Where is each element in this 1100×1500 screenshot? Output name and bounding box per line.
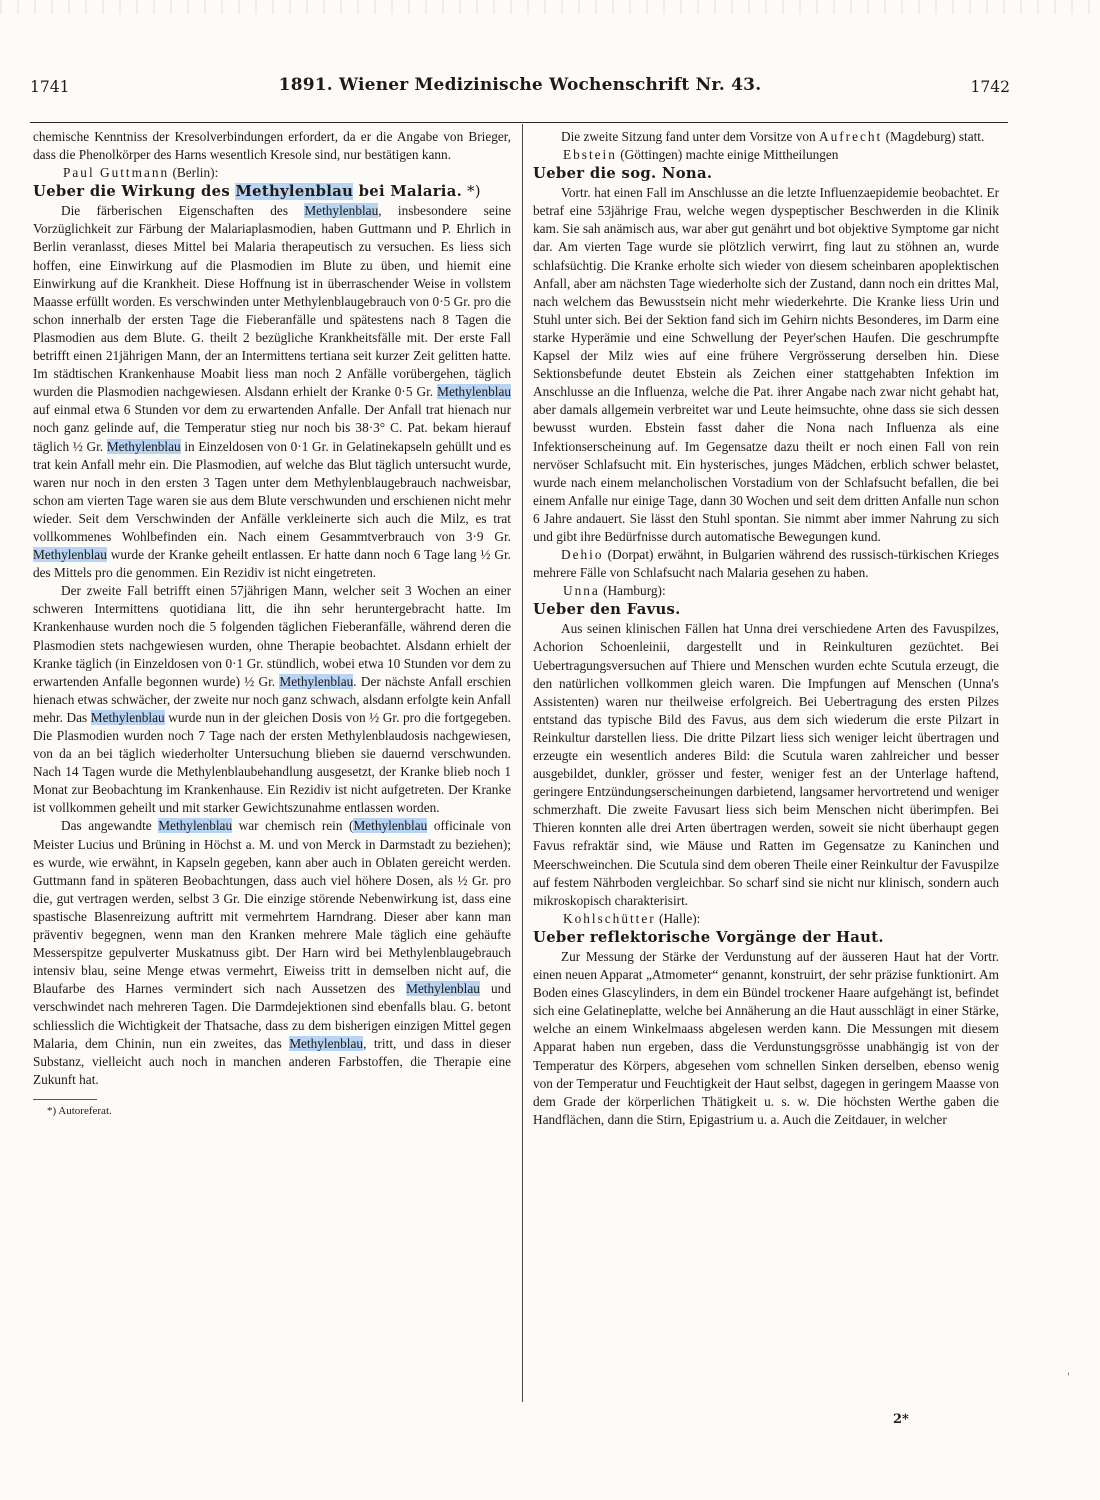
- column-divider: [522, 124, 523, 1402]
- paragraph: Die zweite Sitzung fand unter dem Vorsitze von Aufrecht (Magdeburg) statt.: [561, 129, 985, 144]
- right-column: [533, 128, 999, 1129]
- search-highlight: Methylenblau: [304, 203, 379, 219]
- speaker-line: [533, 582, 999, 600]
- speaker-line: [33, 164, 511, 182]
- speaker-name: Ebstein: [563, 147, 617, 163]
- margin-mark: ': [1067, 1372, 1070, 1383]
- person-name: Aufrecht: [819, 129, 883, 144]
- paragraph: Der zweite Fall betrifft einen 57jährigen Mann, welcher seit 3 Wochen an einer schweren Intermittens quotidiana litt, die ihn sehr heruntergebracht hatte. Im Krankenhause wurden noch die 5 folgenden täglichen Fieberanfälle, während deren die Plasmodien stets nachgewiesen wurden, ohne Therapie beobachtet. Alsdann erhielt der Kranke täglich (in Einzeldosen von 0·1 Gr. stündlich, wobei etwa 10 Stunden vor dem zu erwartenden Anfalle begonnen wurde) ½ Gr. Methylenblau. Der nächste Anfall erschien hienach etwas schwächer, der zweite nur noch ganz schwach, alsdann erfolgte kein Anfall mehr. Das Methylenblau wurde nun in der gleichen Dosis von ½ Gr. pro die fortgegeben. Die Plasmodien wurden noch 7 Tage nach der ersten Methylenblaudosis nachgewiesen, von da an bei täglich wiederholter Untersuchung blieben sie dauernd verschwunden. Nach 14 Tagen wurde die Methylenblaubehandlung ausgesetzt, der Kranke blieb noch 1 Monat zur Beobachtung im Krankenhause. Ein Rezidiv ist nicht aufgetreten. Der Kranke ist vollkommen geheilt und mit starker Gewichtszunahme entlassen worden.: [33, 583, 511, 816]
- journal-title: 1891. Wiener Medizinische Wochenschrift Nr. 43.: [278, 75, 762, 95]
- scan-edge-noise: [0, 0, 1100, 14]
- footnote: *) Autoreferat.: [47, 1104, 112, 1117]
- person-name: Dehio: [561, 547, 604, 563]
- paragraph: Zur Messung der Stärke der Verdunstung auf der äusseren Haut hat der Vortr. einen neuen Apparat „Atmometer“ genannt, konstruirt, der sehr präzise funktionirt. Am Boden eines Glascylinders, in dem ein Bündel trockener Haare aufgehängt ist, befindet sich eine Gelatineplatte, welche bei Annäherung an die Haut ausschlägt in einer Stärke, welche an einem Winkelmaass abgelesen werden kann. Die Messungen mit diesem Apparat haben nun ergeben, dass die Verdunstungsgrösse unabhängig ist von der Temperatur des Körpers, abgesehen vom schnellen Sinken derselben, ebenso wenig von der Temperatur und Feuchtigkeit der Haut selbst, dagegen in geringem Maasse von dem Grade der körperlichen Thätigkeit u. s. w. Die höchsten Werthe gaben die Handflächen, dann die Stirn, Epigastrium u. a. Auch die Zeitdauer, in welcher: [533, 948, 999, 1127]
- speaker-name: Kohlschütter: [563, 910, 656, 926]
- speaker-place: (Halle):: [655, 910, 701, 926]
- paragraph: chemische Kenntniss der Kresolverbindungen erfordert, da er die Angabe von Brieger, dass die Phenolkörper des Harns wesentlich Kresole sind, nur bestätigen kann.: [33, 129, 511, 163]
- speaker-name: Paul Guttmann: [63, 165, 170, 181]
- search-highlight: Methylenblau: [437, 384, 511, 400]
- footnote-marker: *): [462, 183, 481, 201]
- page-number-left: 1741: [30, 78, 70, 96]
- search-highlight: Methylenblau: [279, 673, 354, 689]
- speaker-place: (Göttingen) machte einige Mittheilungen: [616, 147, 839, 163]
- search-highlight: Methylenblau: [90, 709, 165, 725]
- search-highlight: Methylenblau: [106, 438, 181, 454]
- search-highlight: Methylenblau: [353, 818, 428, 834]
- section-heading: Ueber reflektorische Vorgänge der Haut.: [533, 928, 884, 946]
- speaker-place: (Berlin):: [169, 165, 219, 181]
- header-rule: [30, 122, 1008, 123]
- paragraph: Aus seinen klinischen Fällen hat Unna drei verschiedene Arten des Favuspilzes, Achorion Schoenleinii, dargestellt und in Reinkulturen gezüchtet. Bei Uebertragungsversuchen auf Thiere und Menschen wurden echte Scutula erzeugt, die den natürlichen vollkommen gleich waren. Die Impfungen auf Menschen (Unna's Assistenten) waren nur theilweise erfolgreich. Bei Uebertragung des ersten Pilzes entstand das typische Bild des Favus, aus dem sich wiederum die erste Pilzart in Reinkultur darstellen liess. Die dritte Pilzart liess sich weniger leicht übertragen und erzeugte ein wesentlich anderes Bild: die Scutula waren zahlreicher und besser ausgebildet, dunkler, grösser und fester, weniger fest an der Unterlage haftend, geringere Entzündungserscheinungen darbietend, langsamer hervortretend und weniger schmerzhaft. Die zweite Favusart liess sich beim Menschen nicht überimpfen. Bei Thieren konnten alle drei Arten übertragen werden, soweit sie nicht überhaupt gegen Favus refraktär sind, wie Mäuse und Ratten im Gegensatze zu Kaninchen und Meerschweinchen. Die Scutula sind dem oberen Theile einer Reinkultur der Favuspilze auf festem Nährboden vergleichbar. So scharf sind sie nicht nur klinisch, sondern auch mikroskopisch charakterisirt.: [533, 621, 999, 908]
- section-heading: Ueber die Wirkung des Methylenblau bei Malaria. *): [33, 183, 481, 201]
- section-heading: Ueber die sog. Nona.: [533, 165, 713, 183]
- page-number-right: 1742: [970, 78, 1010, 96]
- footnote-rule: [33, 1099, 97, 1100]
- search-highlight: Methylenblau: [235, 183, 354, 201]
- speaker-line: [533, 910, 999, 928]
- paragraph: Die färberischen Eigenschaften des Methylenblau, insbesondere seine Vorzüglichkeit zur Färbung der Malariaplasmodien, haben Guttmann und P. Ehrlich in Berlin veranlasst, dieses Mittel bei Malaria therapeutisch zu versuchen. Es liess sich hoffen, eine Einwirkung auf die Plasmodien im Blute zu üben, und hiemit eine Einwirkung auf die Krankheit. Diese Hoffnung ist in überraschender Weise in vollstem Maasse erfüllt worden. Es verschwinden unter Methylenblaugebrauch von 0·5 Gr. pro die schon innerhalb der ersten Tage die Fieberanfälle und spätestens nach 8 Tagen die Plasmodien aus dem Blute. G. theilt 2 bezügliche Krankheitsfälle mit. Der erste Fall betrifft einen 21jährigen Mann, der an Intermittens tertiana seit kurzer Zeit gelitten hatte. Im städtischen Krankenhause Moabit liess man noch 2 Anfälle vorübergehen, täglich wurden die Plasmodien nachgewiesen. Alsdann erhielt der Kranke 0·5 Gr. Methylenblau auf einmal etwa 6 Stunden vor dem zu erwartenden Anfalle. Der Anfall trat hienach nur noch ganz gelinde auf, die Temperatur stieg nur noch bis 38·3° C. Pat. bekam hierauf täglich ½ Gr. Methylenblau in Einzeldosen von 0·1 Gr. in Gelatinekapseln gehüllt und es trat kein Anfall mehr ein. Die Plasmodien, auf welche das Blut täglich untersucht wurde, waren nur noch in den ersten 3 Tagen unter dem Methylenblaugebrauch nachweisbar, schon am vierten Tage waren sie aus dem Blute verschwunden und erschienen nicht mehr wieder. Seit dem Verschwinden der Anfälle verkleinerte sich auch die Milz, es trat vollkommenes Wohlbefinden ein. Nach einem Gesammtverbrauch von 3·9 Gr. Methylenblau wurde der Kranke geheilt entlassen. Er hatte dann noch 6 Tage lang ½ Gr. des Mittels pro die genommen. Ein Rezidiv ist nicht eingetreten.: [33, 203, 512, 581]
- running-header: [30, 74, 1010, 100]
- search-highlight: Methylenblau: [289, 1035, 364, 1051]
- paragraph: Vortr. hat einen Fall im Anschlusse an die letzte Influenzaepidemie beobachtet. Er betraf eine 53jährige Frau, welche wegen dyspeptischer Beschwerden in die Klinik kam. Sie sah anämisch aus, war aber gut genährt und bot objektive Symptome gar nicht dar. Am vierten Tage wurde sie plötzlich verwirrt, fing laut zu stöhnen an, wurde schlafsüchtig. Die Kranke erholte sich wieder von diesem scheinbaren apoplektischen Anfall, aber am nächsten Tage wiederholte sich der Zustand, dann noch ein drittes Mal, nach welchem das Bewusstsein nicht mehr wiederkehrte. Die Kranke liess Urin und Stuhl unter sich. Bei der Sektion fand sich im Gehirn nichts Besonderes, im Darm eine starke Hyperämie und eine Schwellung der Peyer'schen Haufen. Die geschrumpfte Kapsel der Milz wies auf eine frühere Vergrösserung derselben hin. Diese Sektionsbefunde deutet Ebstein als Zeichen einer stattgehabten Infektion im Anschlusse an die Influenza, welche die Pat. ihrer Angabe nach zwar nicht gehabt hat, aber damals allgemein verbreitet war und Leute heimsuchte, ohne dass sie sich dessen bewusst wurden. Ebstein fasst daher die Nona nach Influenza als eine Infektionserscheinung auf. Im Gegensatze dazu theilt er noch einen Fall von rein nervöser Schlafsucht mit. Ein hysterisches, junges Mädchen, erblich schwer belastet, wurde nach einem melancholischen Vorstadium von der Schlafsucht befallen, die bei einem Anfalle nur einige Tage, dann 30 Wochen und seit dem dritten Anfalle nun schon 6 Jahre andauert. Sie lässt den Stuhl spontan. Sie nimmt aber immer Nahrung zu sich und gibt ihre Bedürfnisse durch automatische Bewegungen kund.: [533, 185, 1000, 544]
- speaker-line: [533, 146, 999, 164]
- paragraph: Das angewandte Methylenblau war chemisch rein (Methylenblau officinale von Meister Lucius und Brüning in Höchst a. M. und von Merck in Darmstadt zu beziehen); es wurde, wie erwähnt, in Kapseln gegeben, kann aber auch in Oblaten gereicht werden. Guttmann fand in späteren Beobachtungen, dass auch viel höhere Dosen, als ½ Gr. pro die, gut vertragen werden, selbst 3 Gr. Die einzige störende Nebenwirkung ist, dass eine spastische Blasenreizung auftritt mit vermehrtem Harndrang. Dieser aber kann man präventiv begegnen, wenn man den Kranken mehrere Male täglich eine gehäufte Messerspitze gepulverter Muskatnuss gibt. Der Harn wird bei Methylenblaugebrauch intensiv blau, seine Menge etwas vermehrt, Eiweiss tritt in demselben nicht auf, die Blaufarbe des Harnes vermindert sich nach Aussetzen des Methylenblau und verschwindet nach mehreren Tagen. Die Darmdejektionen sind ebenfalls blau. G. betont schliesslich die Wichtigkeit der Thatsache, dass zu dem bisherigen einzigen Mittel gegen Malaria, dem Chinin, nun ein zweites, das Methylenblau, tritt, und dass in dieser Substanz, vielleicht auch noch in manchen anderen Farbstoffen, die Therapie eine Zukunft hat.: [33, 818, 512, 1087]
- search-highlight: Methylenblau: [158, 818, 233, 834]
- paragraph: Dehio (Dorpat) erwähnt, in Bulgarien während des russisch-türkischen Krieges mehrere Fälle von Schlafsucht nach Malaria gesehen zu haben.: [533, 547, 999, 581]
- search-highlight: Methylenblau: [33, 547, 107, 563]
- signature-mark: 2*: [893, 1412, 909, 1427]
- speaker-place: (Hamburg):: [599, 583, 666, 599]
- speaker-name: Unna: [563, 583, 600, 599]
- section-heading: Ueber den Favus.: [533, 601, 681, 619]
- search-highlight: Methylenblau: [406, 981, 480, 997]
- left-column: [33, 128, 511, 1120]
